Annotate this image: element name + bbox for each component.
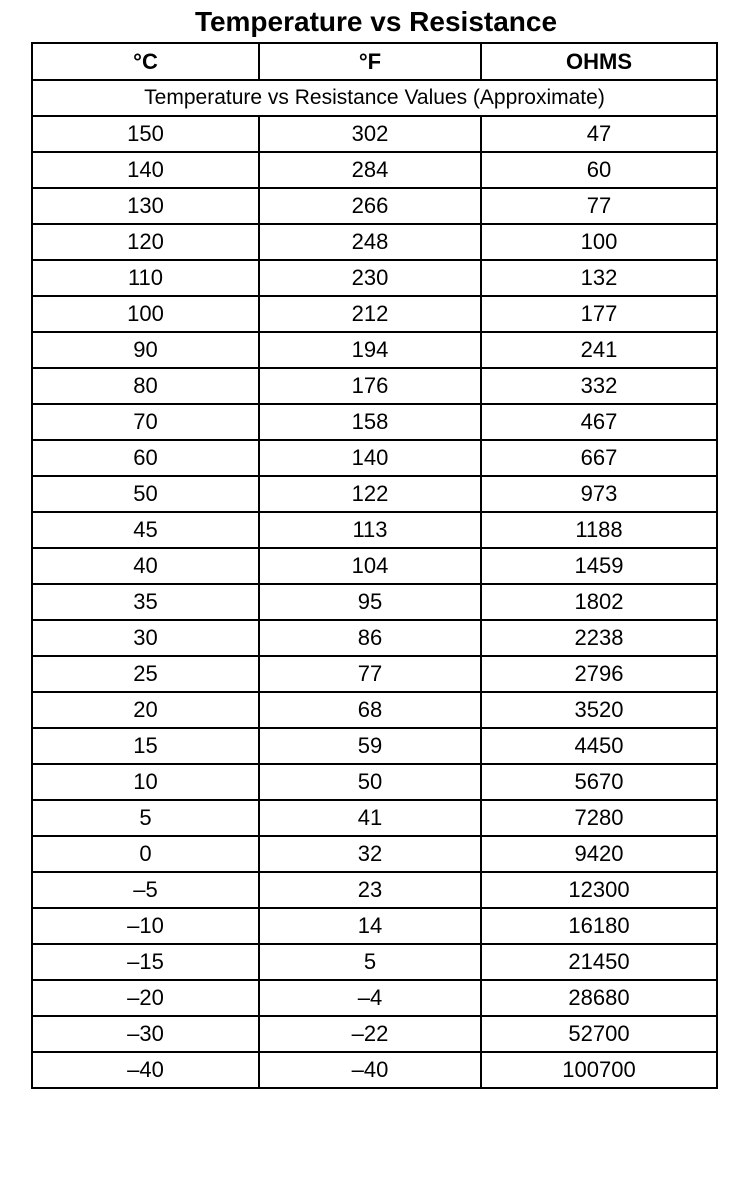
fahrenheit-cell: 248 <box>259 224 481 260</box>
fahrenheit-cell: –22 <box>259 1016 481 1052</box>
fahrenheit-cell: 86 <box>259 620 481 656</box>
celsius-cell: 25 <box>32 656 259 692</box>
ohms-cell: 1188 <box>481 512 717 548</box>
ohms-cell: 467 <box>481 404 717 440</box>
fahrenheit-cell: 32 <box>259 836 481 872</box>
table-row <box>32 332 717 368</box>
table-row <box>32 1016 717 1052</box>
header-fahrenheit: °F <box>259 43 481 80</box>
fahrenheit-cell: 230 <box>259 260 481 296</box>
ohms-cell: 7280 <box>481 800 717 836</box>
celsius-cell: 80 <box>32 368 259 404</box>
celsius-cell: –40 <box>32 1052 259 1088</box>
table-row <box>32 296 717 332</box>
ohms-cell: 100700 <box>481 1052 717 1088</box>
ohms-cell: 132 <box>481 260 717 296</box>
table-row <box>32 260 717 296</box>
header-celsius: °C <box>32 43 259 80</box>
fahrenheit-cell: 95 <box>259 584 481 620</box>
table-row <box>32 728 717 764</box>
ohms-cell: 12300 <box>481 872 717 908</box>
celsius-cell: 50 <box>32 476 259 512</box>
fahrenheit-cell: 176 <box>259 368 481 404</box>
ohms-cell: 60 <box>481 152 717 188</box>
table-row <box>32 116 717 152</box>
fahrenheit-cell: 212 <box>259 296 481 332</box>
celsius-cell: 100 <box>32 296 259 332</box>
table-row <box>32 152 717 188</box>
celsius-cell: 70 <box>32 404 259 440</box>
celsius-cell: –15 <box>32 944 259 980</box>
fahrenheit-cell: 194 <box>259 332 481 368</box>
ohms-cell: 241 <box>481 332 717 368</box>
fahrenheit-cell: 59 <box>259 728 481 764</box>
fahrenheit-cell: 50 <box>259 764 481 800</box>
table-title: Temperature vs Resistance <box>194 6 558 37</box>
celsius-cell: 120 <box>32 224 259 260</box>
fahrenheit-cell: 23 <box>259 872 481 908</box>
table-row <box>32 404 717 440</box>
celsius-cell: 40 <box>32 548 259 584</box>
fahrenheit-cell: 41 <box>259 800 481 836</box>
table-row <box>32 980 717 1016</box>
fahrenheit-cell: 122 <box>259 476 481 512</box>
temperature-resistance-table <box>31 42 718 1089</box>
fahrenheit-cell: –4 <box>259 980 481 1016</box>
fahrenheit-cell: 266 <box>259 188 481 224</box>
celsius-cell: 130 <box>32 188 259 224</box>
ohms-cell: 100 <box>481 224 717 260</box>
table-row <box>32 1052 717 1088</box>
ohms-cell: 52700 <box>481 1016 717 1052</box>
ohms-cell: 28680 <box>481 980 717 1016</box>
table-row <box>32 944 717 980</box>
celsius-cell: 10 <box>32 764 259 800</box>
celsius-cell: –20 <box>32 980 259 1016</box>
table-row <box>32 764 717 800</box>
table-row <box>32 656 717 692</box>
ohms-cell: 973 <box>481 476 717 512</box>
header-row <box>32 43 717 80</box>
table-row <box>32 368 717 404</box>
ohms-cell: 16180 <box>481 908 717 944</box>
fahrenheit-cell: 284 <box>259 152 481 188</box>
celsius-cell: 45 <box>32 512 259 548</box>
fahrenheit-cell: 77 <box>259 656 481 692</box>
ohms-cell: 1459 <box>481 548 717 584</box>
ohms-cell: 4450 <box>481 728 717 764</box>
table-row <box>32 872 717 908</box>
ohms-cell: 177 <box>481 296 717 332</box>
table-subtitle: Temperature vs Resistance Values (Approximate) <box>32 80 717 116</box>
fahrenheit-cell: 104 <box>259 548 481 584</box>
table-row <box>32 584 717 620</box>
celsius-cell: 90 <box>32 332 259 368</box>
celsius-cell: 15 <box>32 728 259 764</box>
table-row <box>32 692 717 728</box>
fahrenheit-cell: 5 <box>259 944 481 980</box>
celsius-cell: 20 <box>32 692 259 728</box>
fahrenheit-cell: 68 <box>259 692 481 728</box>
table-row <box>32 908 717 944</box>
ohms-cell: 2238 <box>481 620 717 656</box>
table-row <box>32 548 717 584</box>
ohms-cell: 21450 <box>481 944 717 980</box>
ohms-cell: 332 <box>481 368 717 404</box>
fahrenheit-cell: 14 <box>259 908 481 944</box>
fahrenheit-cell: 113 <box>259 512 481 548</box>
celsius-cell: –30 <box>32 1016 259 1052</box>
table-row <box>32 620 717 656</box>
ohms-cell: 3520 <box>481 692 717 728</box>
subtitle-row <box>32 80 717 116</box>
celsius-cell: –5 <box>32 872 259 908</box>
celsius-cell: 150 <box>32 116 259 152</box>
fahrenheit-cell: 140 <box>259 440 481 476</box>
fahrenheit-cell: 302 <box>259 116 481 152</box>
celsius-cell: 140 <box>32 152 259 188</box>
ohms-cell: 2796 <box>481 656 717 692</box>
celsius-cell: 5 <box>32 800 259 836</box>
fahrenheit-cell: –40 <box>259 1052 481 1088</box>
table-row <box>32 800 717 836</box>
table-row <box>32 440 717 476</box>
celsius-cell: 30 <box>32 620 259 656</box>
ohms-cell: 9420 <box>481 836 717 872</box>
celsius-cell: –10 <box>32 908 259 944</box>
ohms-cell: 47 <box>481 116 717 152</box>
header-ohms: OHMS <box>481 43 717 80</box>
ohms-cell: 1802 <box>481 584 717 620</box>
fahrenheit-cell: 158 <box>259 404 481 440</box>
table-row <box>32 836 717 872</box>
celsius-cell: 60 <box>32 440 259 476</box>
ohms-cell: 667 <box>481 440 717 476</box>
celsius-cell: 0 <box>32 836 259 872</box>
table-row <box>32 512 717 548</box>
table-row <box>32 224 717 260</box>
table-row <box>32 476 717 512</box>
ohms-cell: 77 <box>481 188 717 224</box>
celsius-cell: 110 <box>32 260 259 296</box>
table-row <box>32 188 717 224</box>
ohms-cell: 5670 <box>481 764 717 800</box>
celsius-cell: 35 <box>32 584 259 620</box>
